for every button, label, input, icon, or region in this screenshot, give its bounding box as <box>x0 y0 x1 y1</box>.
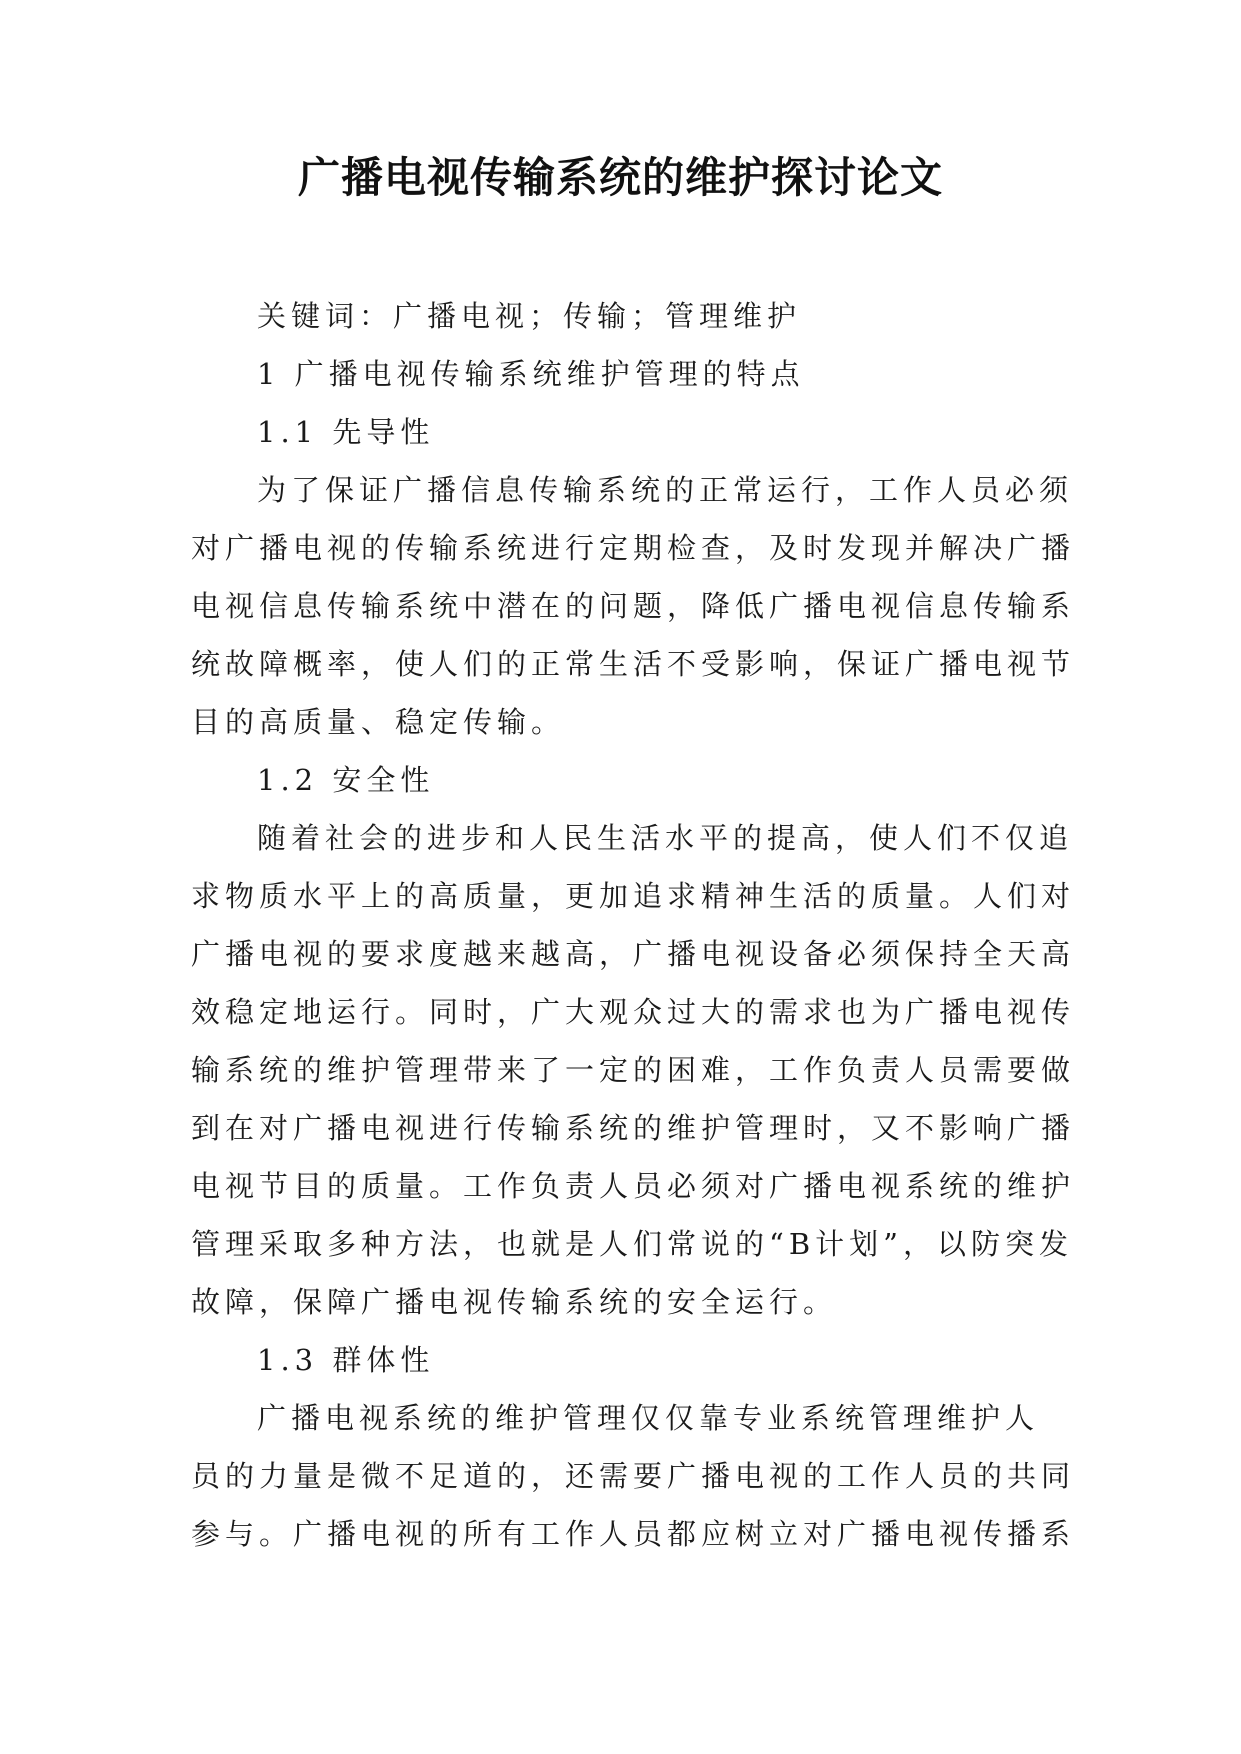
paragraph-line: 求物质水平上的高质量，更加追求精神生活的质量。人们对 <box>191 879 1076 913</box>
paragraph-line: 故障，保障广播电视传输系统的安全运行。 <box>191 1285 838 1319</box>
paragraph-line: 参与。广播电视的所有工作人员都应树立对广播电视传播系 <box>191 1517 1076 1551</box>
paragraph-line: 目的高质量、稳定传输。 <box>191 705 566 739</box>
paragraph-line: 广播电视的要求度越来越高，广播电视设备必须保持全天高 <box>191 937 1076 971</box>
paragraph-line: 输系统的维护管理带来了一定的困难，工作负责人员需要做 <box>191 1053 1076 1087</box>
paragraph-line: 效稳定地运行。同时，广大观众过大的需求也为广播电视传 <box>191 995 1076 1029</box>
paragraph-line: 电视信息传输系统中潜在的问题，降低广播电视信息传输系 <box>191 589 1076 623</box>
subsection-heading: 1.2 安全性 <box>257 763 435 797</box>
paragraph-line: 广播电视系统的维护管理仅仅靠专业系统管理维护人 <box>257 1401 1040 1435</box>
paragraph-line: 电视节目的质量。工作负责人员必须对广播电视系统的维护 <box>191 1169 1076 1203</box>
paragraph-line: 管理采取多种方法，也就是人们常说的“B计划”，以防突发 <box>191 1227 1073 1261</box>
subsection-heading: 1.3 群体性 <box>257 1343 435 1377</box>
paragraph-line: 对广播电视的传输系统进行定期检查，及时发现并解决广播 <box>191 531 1076 565</box>
paragraph-line: 到在对广播电视进行传输系统的维护管理时，又不影响广播 <box>191 1111 1076 1145</box>
keywords-line: 关键词：广播电视；传输；管理维护 <box>257 299 802 333</box>
paragraph-line: 为了保证广播信息传输系统的正常运行，工作人员必须 <box>257 473 1074 507</box>
document-title: 广播电视传输系统的维护探讨论文 <box>297 153 943 202</box>
paragraph-line: 统故障概率，使人们的正常生活不受影响，保证广播电视节 <box>191 647 1076 681</box>
document-body <box>191 287 1076 1563</box>
paragraph-line: 随着社会的进步和人民生活水平的提高，使人们不仅追 <box>257 821 1074 855</box>
paragraph-line: 员的力量是微不足道的，还需要广播电视的工作人员的共同 <box>191 1459 1076 1493</box>
section-heading: 1 广播电视传输系统维护管理的特点 <box>257 357 805 391</box>
subsection-heading: 1.1 先导性 <box>257 415 435 449</box>
